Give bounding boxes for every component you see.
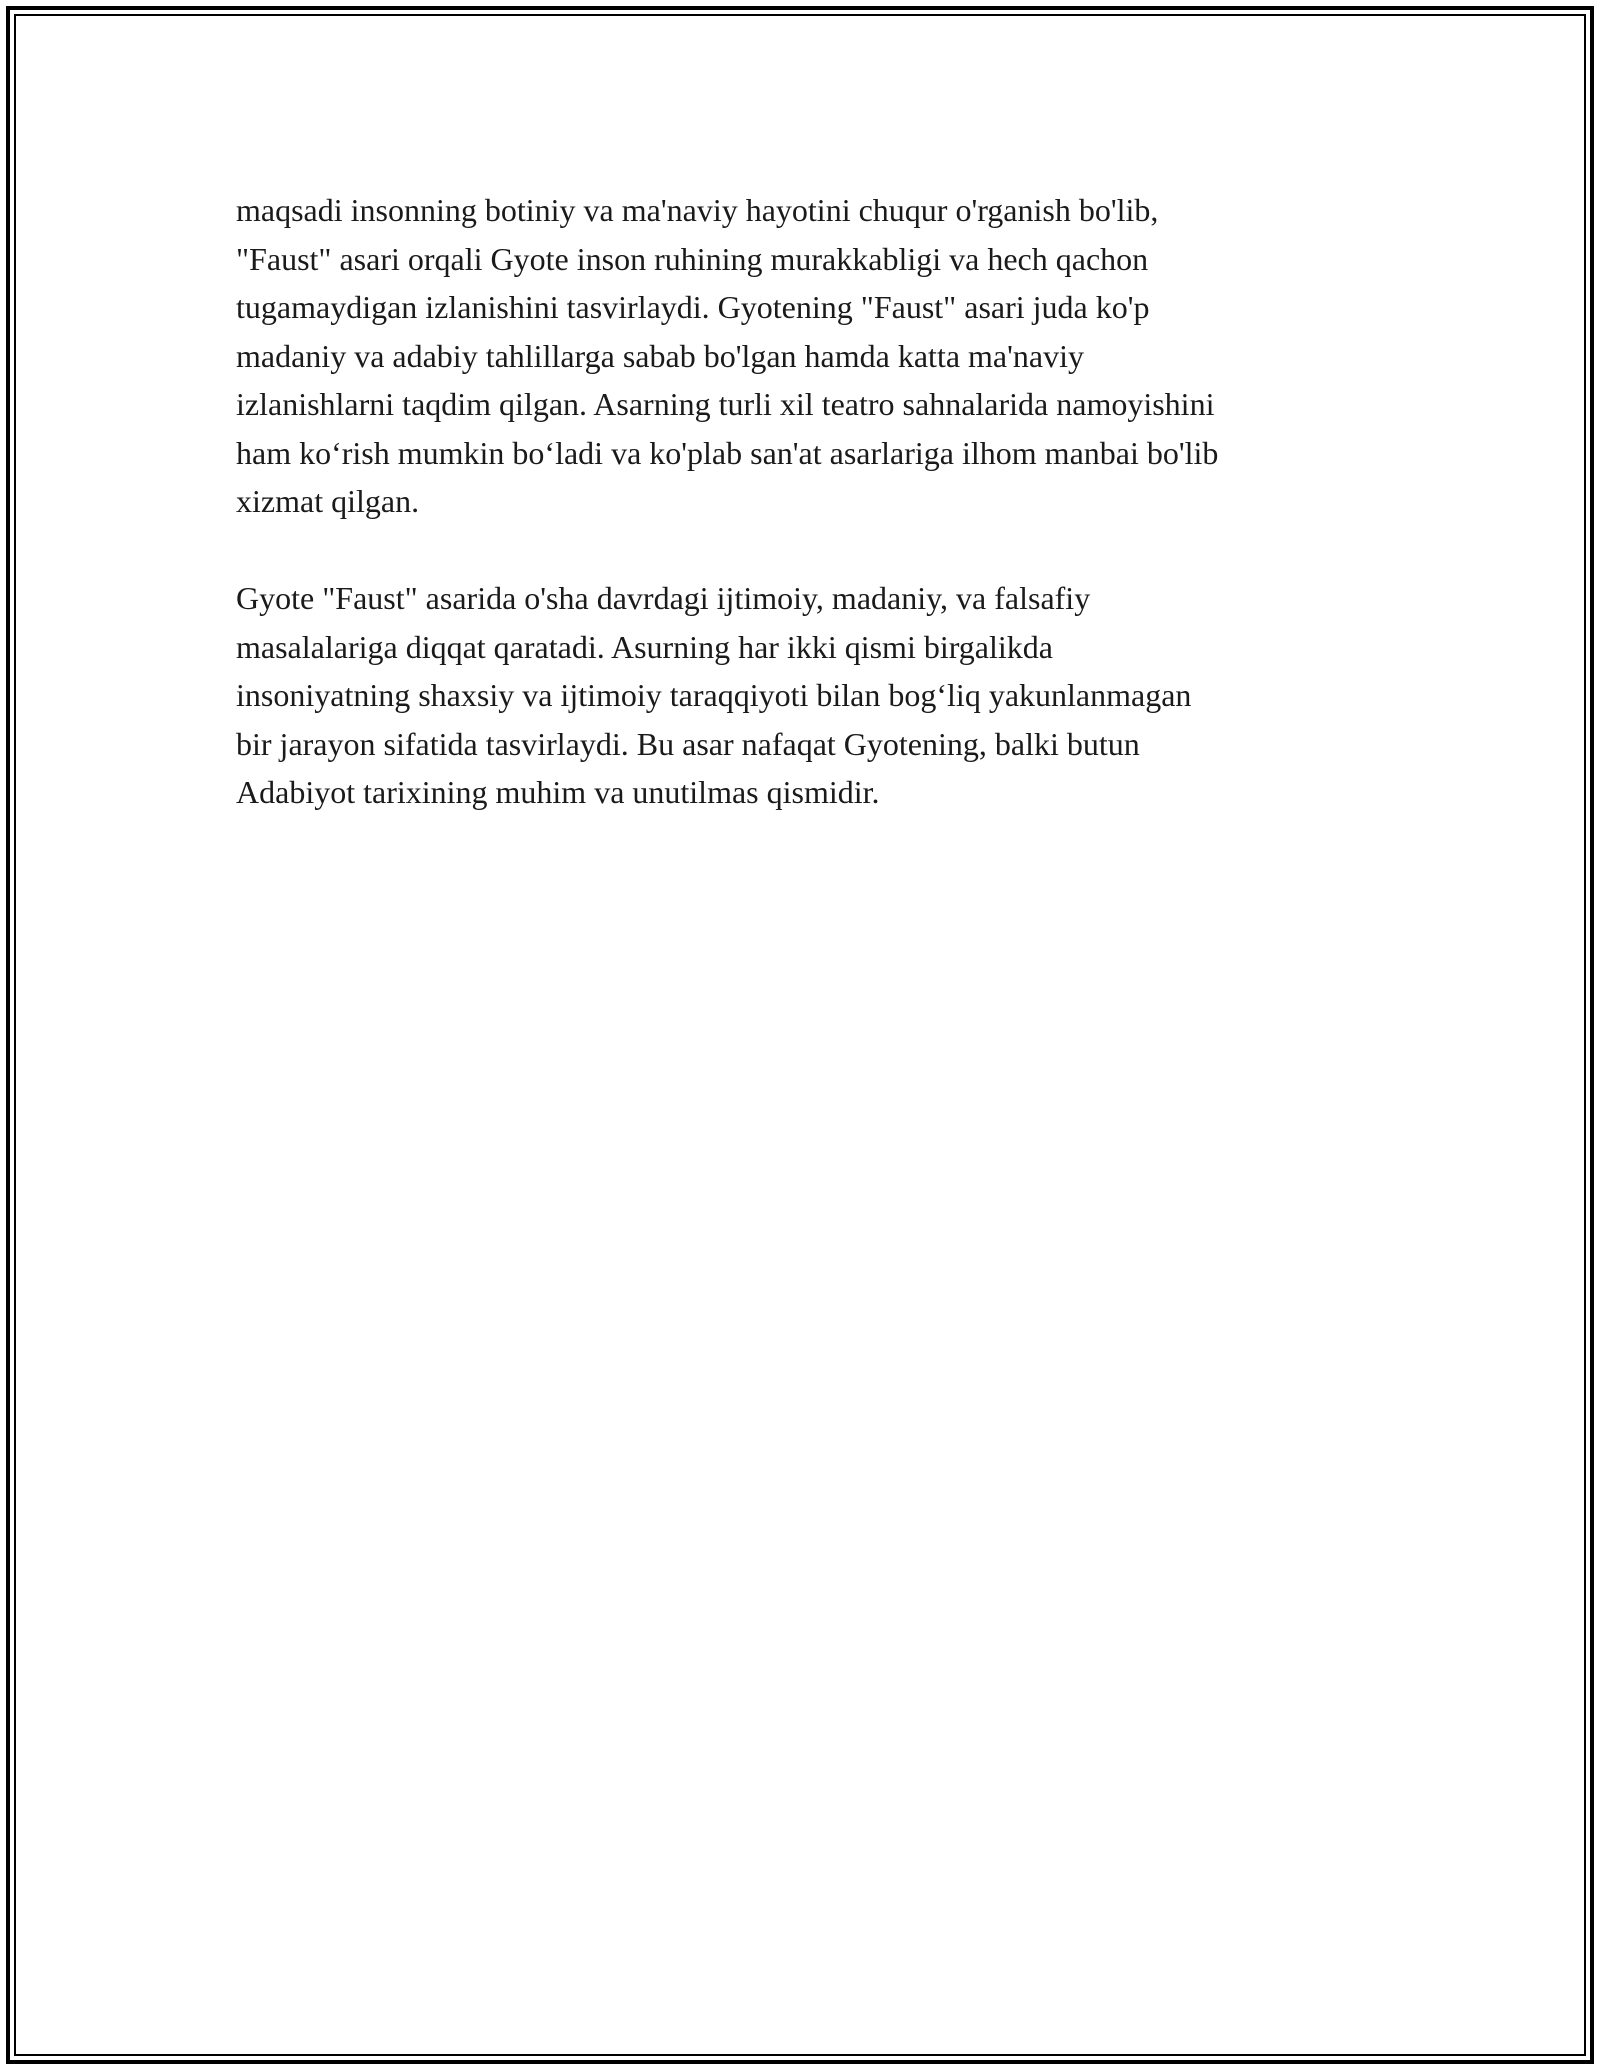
paragraph-line: xizmat qilgan. bbox=[236, 483, 420, 519]
document-body bbox=[236, 186, 1376, 817]
paragraph-line: Adabiyot tarixining muhim va unutilmas qismidir. bbox=[236, 774, 880, 810]
paragraph-line: masalalariga diqqat qaratadi. Asurning har ikki qismi birgalikda bbox=[236, 628, 1053, 665]
paragraph-2 bbox=[236, 574, 1376, 817]
paragraph-line: Gyote "Faust" asarida o'sha davrdagi ijtimoiy, madaniy, va falsafiy bbox=[236, 580, 1091, 616]
paragraph-line: madaniy va adabiy tahlillarga sabab bo'lgan hamda katta ma'naviy bbox=[236, 337, 1084, 374]
paragraph-line: "Faust" asari orqali Gyote inson ruhining murakkabligi va hech qachon bbox=[236, 240, 1149, 277]
paragraph-1 bbox=[236, 186, 1376, 526]
paragraph-line: tugamaydigan izlanishini tasvirlaydi. Gyotening "Faust" asari juda ko'p bbox=[236, 289, 1150, 325]
paragraph-line: ham ko‘rish mumkin bo‘ladi va ko'plab san'at asarlariga ilhom manbai bo'lib bbox=[236, 434, 1219, 471]
paragraph-line: bir jarayon sifatida tasvirlaydi. Bu asar nafaqat Gyotening, balki butun bbox=[236, 725, 1140, 762]
paragraph-line: maqsadi insonning botiniy va ma'naviy hayotini chuqur o'rganish bo'lib, bbox=[236, 192, 1159, 228]
paragraph-line: izlanishlarni taqdim qilgan. Asarning turli xil teatro sahnalarida namoyishini bbox=[236, 386, 1215, 422]
paragraph-line: insoniyatning shaxsiy va ijtimoiy taraqqiyoti bilan bog‘liq yakunlanmagan bbox=[236, 677, 1192, 713]
